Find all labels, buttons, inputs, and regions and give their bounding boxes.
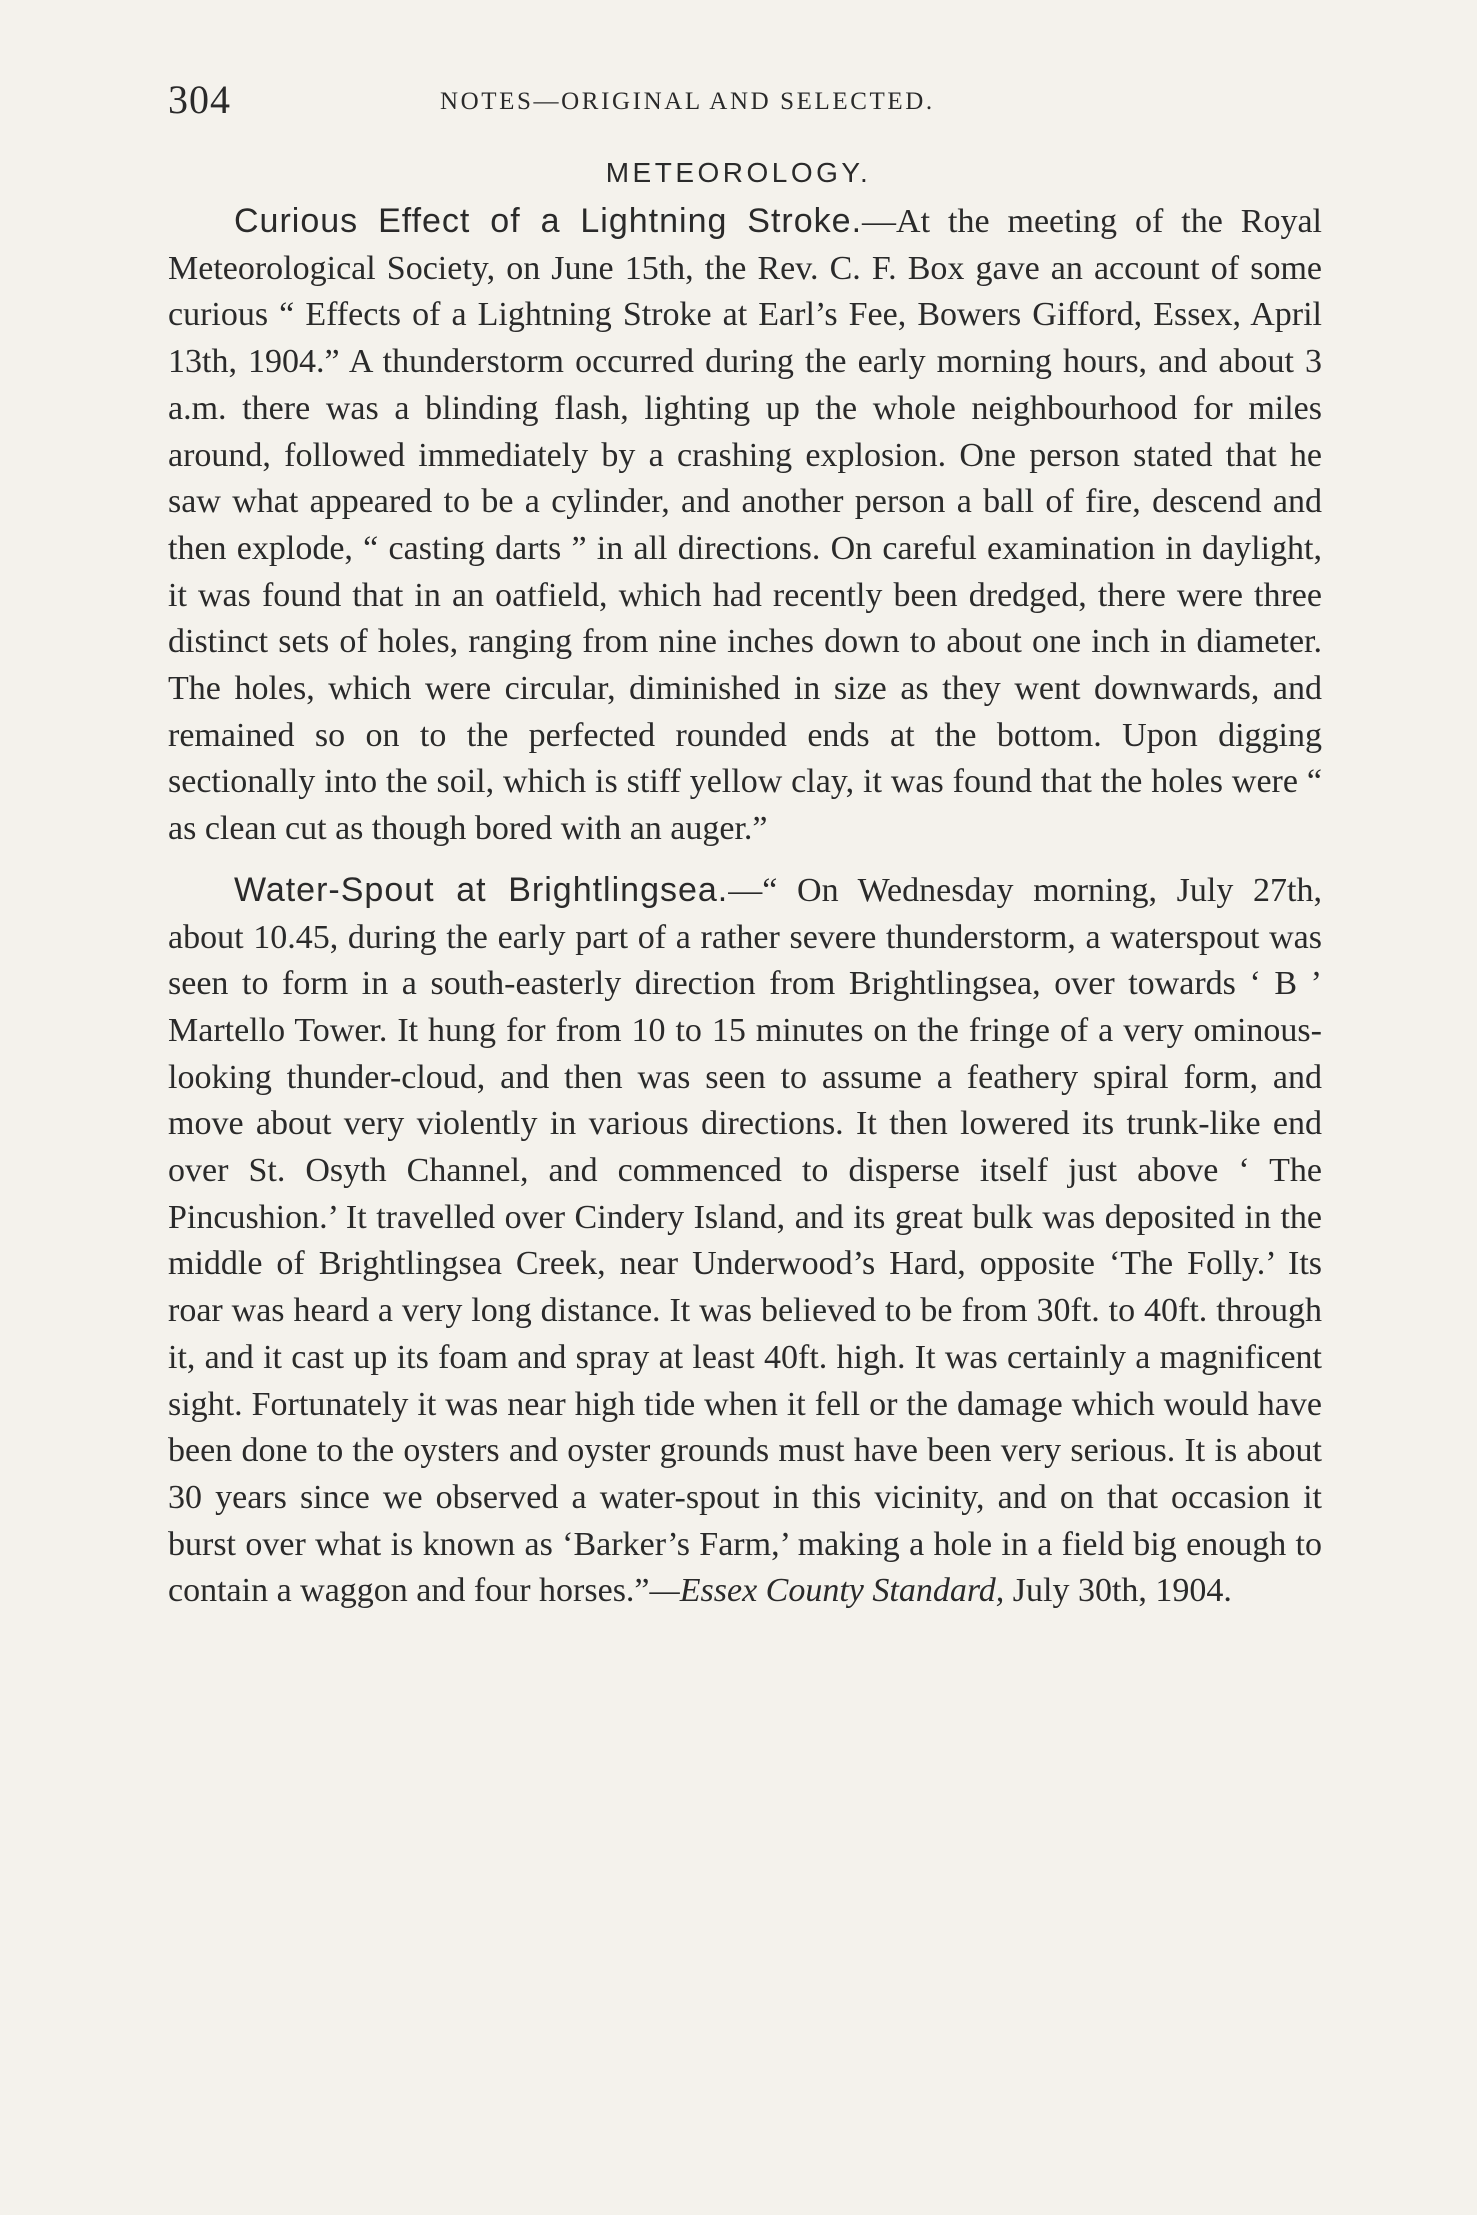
running-head [168,70,1322,130]
source-citation: Essex County Standard, [679,1572,1005,1610]
source-date: July 30th, 1904. [1004,1572,1232,1610]
page-number: 304 [168,77,231,122]
article-text: —At the meeting of the Royal Meteorological Society, on June 15th, the Rev. C. F. Box gave an account of some curious “ Effects of a Lightning Stroke at Earl’s Fee, Bowers Gifford, Essex, April 13th, 1904.” A thunderstorm occurred during the early morning hours, and about 3 a.m. there was a blinding flash, lighting up the whole neighbourhood for miles around, followed immediately by a crashing explosion. One person stated that he saw what appeared to be a cylinder, and another person a ball of fire, descend and then explode, “ casting darts ” in all directions. On careful examination in daylight, it was found that in an oatfield, which had recently been dredged, there were three distinct sets of holes, ranging from nine inches down to about one inch in diameter. The holes, which were circular, diminished in size as they went downwards, and remained so on to the perfected rounded ends at the bottom. Upon digging sectionally into the soil, which is stiff yellow clay, it was found that the holes were “ as clean cut as though bored with an auger.” [168,203,1322,848]
article-water-spout [168,867,1322,1615]
article-title: Water-Spout at Brightlingsea. [234,870,729,909]
running-title: NOTES—ORIGINAL AND SELECTED. [440,88,935,115]
article-lightning-stroke [168,198,1322,853]
section-heading: METEOROLOGY. [605,157,872,188]
source-dash: — [649,1572,680,1610]
article-text: —“ On Wednesday morning, July 27th, about 10.45, during the early part of a rather severe thunderstorm, a waterspout was seen to form in a south-easterly direction from Brightlingsea, over towards ‘ B ’ Martello Tower. It hung for from 10 to 15 minutes on the fringe of a very ominous-looking thunder-cloud, and then was seen to assume a feathery spiral form, and move about very violently in various directions. It then lowered its trunk-like end over St. Osyth Channel, and commenced to disperse itself just above ‘ The Pincushion.’ It travelled over Cindery Island, and its great bulk was deposited in the middle of Brightlingsea Creek, near Underwood’s Hard, opposite ‘The Folly.’ Its roar was heard a very long distance. It was believed to be from 30ft. to 40ft. through it, and it cast up its foam and spray at least 40ft. high. It was certainly a magnificent sight. Fortunately it was near high tide when it fell or the damage which would have been done to the oysters and oyster grounds must have been very serious. It is about 30 years since we observed a water-spout in this vicinity, and on that occasion it burst over what is known as ‘Barker’s Farm,’ making a hole in a field big enough to contain a waggon and four horses.” [168,871,1322,1610]
article-body [168,198,1322,1615]
article-title: Curious Effect of a Lightning Stroke. [234,202,863,240]
